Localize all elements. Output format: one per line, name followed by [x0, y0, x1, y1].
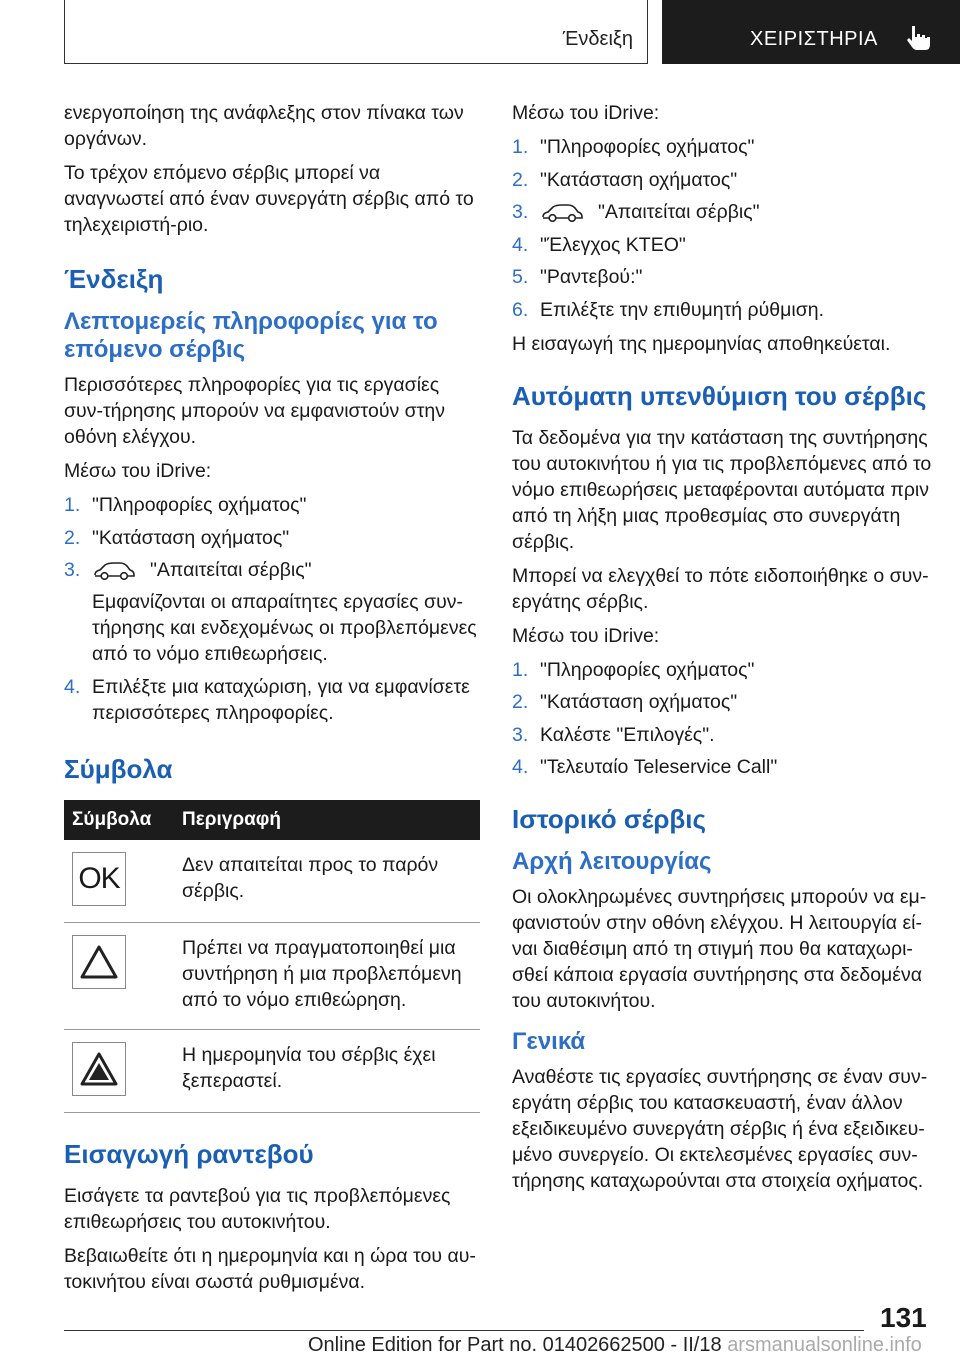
step-number: 6. — [512, 298, 529, 321]
car-service-icon — [540, 202, 584, 224]
step-number: 3. — [512, 723, 529, 746]
list-item — [64, 525, 480, 551]
step-text: "Κατάσταση οχήματος" — [540, 168, 738, 191]
step-text: "Πληροφορίες οχήματος" — [92, 494, 307, 516]
step-number: 4. — [512, 756, 529, 778]
list-item — [512, 689, 932, 715]
entry-paragraph-2: Βεβαιωθείτε ότι η ημερομηνία και η ώρα του αυ-τοκινήτου είναι σωστά ρυθμισμένα. — [64, 1244, 476, 1293]
warning-triangle-icon — [72, 935, 126, 989]
step-number: 3. — [512, 201, 529, 223]
ok-symbol: OK — [72, 852, 126, 906]
table-row — [64, 840, 480, 923]
appointment-steps-list — [512, 134, 932, 323]
header-section-title: Ένδειξη — [562, 28, 633, 50]
step-text: Επιλέξτε μια καταχώριση, για να εμφανίσετε περισσότερες πληροφορίες. — [92, 675, 470, 724]
step-text: "Απαιτείται σέρβις" — [598, 201, 760, 223]
saved-note: Η εισαγωγή της ημερομηνίας αποθηκεύεται. — [512, 332, 891, 355]
step-text: "Πληροφορίες οχήματος" — [540, 658, 755, 681]
table-cell-description: Πρέπει να πραγματοποιηθεί μια συντήρηση ή μια προβλεπόμενη από το νόμο επιθεώρηση. — [176, 922, 480, 1029]
auto-paragraph: Τα δεδομένα για την κατάσταση της συντήρησης του αυτοκινήτου ή για τις προβλεπόμενες από το νόμο επιθεωρήσεις μεταφέρονται αυτόματα πριν από τη λήξη μιας προθεσμίας στο συνεργάτη σέρβις. — [512, 426, 932, 553]
step-subtext: Εμφανίζονται οι απαραίτητες εργασίες συν-τήρησης και ενδεχομένως οι προβλεπόμενες από το νόμο επιθεωρήσεις. — [92, 591, 477, 665]
step-text: "Κατάσταση οχήματος" — [540, 691, 738, 713]
step-text: "Ραντεβού:" — [540, 266, 643, 288]
teleservice-steps-list — [512, 657, 932, 781]
symbols-table — [64, 800, 480, 1113]
list-item — [512, 297, 932, 323]
list-item — [512, 722, 932, 748]
list-item — [512, 199, 932, 225]
edition-text: Online Edition for Part no. 01402662500 - II/18 — [308, 1334, 722, 1356]
step-text: "Κατάσταση οχήματος" — [92, 526, 290, 549]
step-number: 4. — [64, 675, 81, 698]
table-header-row — [64, 800, 480, 840]
table-header-description: Περιγραφή — [176, 800, 480, 840]
check-paragraph: Μπορεί να ελεγχθεί το πότε ειδοποιήθηκε ο συν-εργάτης σέρβις. — [512, 564, 929, 613]
right-column — [512, 100, 932, 1202]
step-number: 1. — [512, 658, 529, 681]
heading-symbols: Σύμβολα — [64, 753, 173, 784]
heading-detail-info: Λεπτομερείς πληροφορίες για το επόμενο σέρβις — [64, 308, 438, 363]
list-item — [64, 674, 480, 726]
header-chapter-title: ΧΕΙΡΙΣΤΗΡΙΑ — [750, 28, 878, 50]
via-idrive-label: Μέσω του iDrive: — [512, 624, 660, 647]
via-idrive-label: Μέσω του iDrive: — [512, 102, 660, 124]
watermark-text: arsmanualsonline.info — [727, 1334, 922, 1356]
step-number: 1. — [512, 136, 529, 158]
step-text: "Τελευταίο Teleservice Call" — [540, 756, 778, 778]
table-row — [64, 922, 480, 1029]
heading-display: Ένδειξη — [64, 264, 164, 294]
hand-pointer-icon — [904, 24, 934, 52]
list-item — [64, 557, 480, 667]
intro-paragraph: ενεργοποίηση της ανάφλεξης στον πίνακα των οργάνων. — [64, 102, 464, 150]
step-number: 2. — [512, 691, 529, 713]
left-column — [64, 100, 480, 1303]
step-text: "Απαιτείται σέρβις" — [150, 559, 312, 581]
step-number: 4. — [512, 233, 529, 256]
heading-appointment-entry: Εισαγωγή ραντεβού — [64, 1138, 314, 1169]
detail-paragraph: Περισσότερες πληροφορίες για τις εργασίες συν-τήρησης μπορούν να εμφανιστούν στην οθόνη ελέγχου. — [64, 374, 445, 448]
list-item — [512, 264, 932, 290]
step-number: 5. — [512, 266, 529, 288]
entry-paragraph: Εισάγετε τα ραντεβού για τις προβλεπόμενες επιθεωρήσεις του αυτοκινήτου. — [64, 1184, 451, 1233]
principle-paragraph: Οι ολοκληρωμένες συντηρήσεις μπορούν να εμ-φανιστούν στην οθόνη ελέγχου. Η λειτουργία εί-ναι διαθέσιμη από τη στιγμή που θα καταχωρι-σθεί κάποια εργασία συντήρησης στα δεδομένα του αυτοκινήτου. — [512, 886, 927, 1012]
table-cell-description: Η ημερομηνία του σέρβις έχει ξεπεραστεί. — [176, 1029, 480, 1112]
list-item — [512, 134, 932, 160]
overdue-triangle-icon — [72, 1042, 126, 1096]
table-header-symbols: Σύμβολα — [64, 800, 176, 840]
step-text: Καλέστε "Επιλογές". — [540, 723, 715, 746]
step-number: 2. — [64, 526, 81, 549]
car-service-icon — [92, 560, 136, 582]
header-section-tab — [64, 0, 648, 64]
heading-service-history: Ιστορικό σέρβις — [512, 804, 707, 834]
step-text: Επιλέξτε την επιθυμητή ρύθμιση. — [540, 298, 824, 321]
footer-edition — [308, 1334, 922, 1357]
detail-steps-list — [64, 492, 480, 726]
heading-general: Γενικά — [512, 1028, 586, 1055]
page-number: 131 — [880, 1302, 927, 1333]
list-item — [512, 657, 932, 683]
step-number: 1. — [64, 494, 81, 516]
step-number: 3. — [64, 559, 81, 581]
step-text: "Έλεγχος ΚΤΕΟ" — [540, 233, 686, 256]
general-paragraph: Αναθέστε τις εργασίες συντήρησης σε έναν συν-εργάτη σέρβις του κατασκευαστή, έναν άλλον εξειδικευμένο συνεργάτη σέρβις ή ένα εξειδικευ-μένο συνεργείο. Οι εκτελεσμένες εργασίες συν-τήρησης καταχωρούνται στα στοιχεία οχήματος. — [512, 1066, 928, 1192]
step-number: 2. — [512, 168, 529, 191]
heading-principle: Αρχή λειτουργίας — [512, 848, 712, 875]
list-item — [512, 232, 932, 258]
table-row — [64, 1029, 480, 1112]
heading-auto-reminder: Αυτόματη υπενθύμιση του σέρβις — [512, 380, 927, 411]
header-chapter-tab — [662, 0, 960, 64]
list-item — [512, 167, 932, 193]
list-item — [64, 492, 480, 518]
intro-paragraph-2: Το τρέχον επόμενο σέρβις μπορεί να αναγνωστεί από έναν συνεργάτη σέρβις από το τηλεχειριστή-ριο. — [64, 162, 474, 236]
list-item — [512, 754, 932, 780]
via-idrive-label: Μέσω του iDrive: — [64, 460, 212, 482]
footer-divider — [64, 1330, 864, 1331]
step-text: "Πληροφορίες οχήματος" — [540, 136, 755, 158]
table-cell-description: Δεν απαιτείται προς το παρόν σέρβις. — [176, 840, 480, 923]
